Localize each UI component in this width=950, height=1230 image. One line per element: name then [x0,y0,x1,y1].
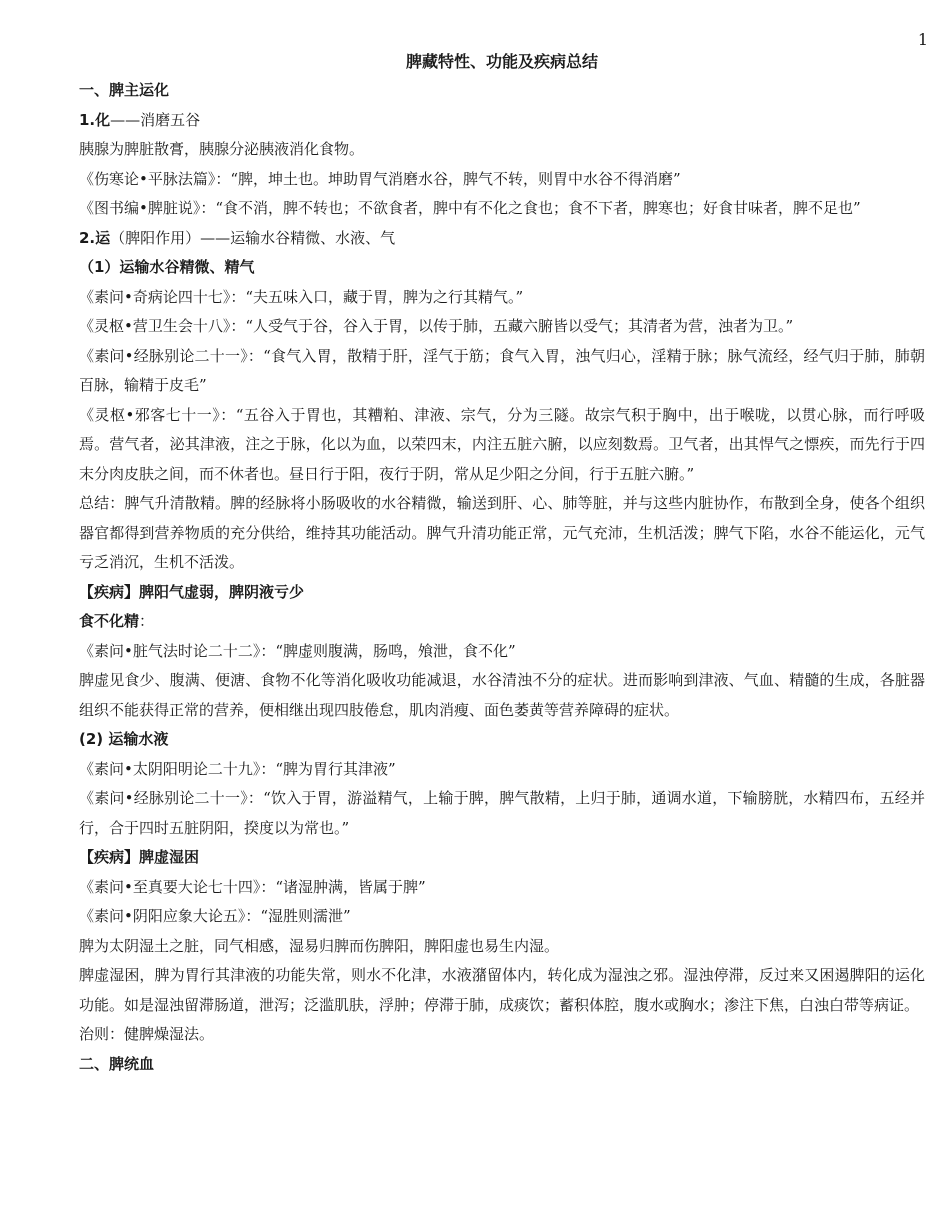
disease-subheading [79,607,925,637]
disease-heading-1: 【疾病】脾阳气虚弱，脾阴液亏少 [79,582,305,601]
quote-paragraph: 《灵枢•邪客七十一》：“五谷入于胃也，其糟粕、津液、宗气，分为三隧。故宗气积于胸中，出于喉咙，以贯心脉，而行呼吸焉。营气者，泌其津液，注之于脉，化以为血，以荣四末，内注五脏六腑，以应刻数焉。卫气者，出其悍气之慓疾，而先行于四末分肉皮肤之间，而不休者也。昼日行于阳，夜行于阴，常从足少阳之分间，行于五脏六腑。” [79,405,925,483]
paragraph: 脾为太阴湿土之脏，同气相感，湿易归脾而伤脾阳，脾阳虚也易生内湿。 [79,936,560,955]
paragraph: 脾虚湿困，脾为胃行其津液的功能失常，则水不化津，水液潴留体内，转化成为湿浊之邪。湿浊停滞，反过来又困遏脾阳的运化功能。如是湿浊留滞肠道，泄泻；泛滥肌肤，浮肿；停滞于肺，成痰饮；蓄积体腔，腹水或胸水；渗注下焦，白浊白带等病证。 [79,966,925,1014]
subsection-heading-yun [79,224,925,254]
quote-paragraph: 《素问•经脉别论二十一》：“饮入于胃，游溢精气，上输于脾，脾气散精，上归于肺，通调水道，下输膀胱，水精四布，五经并行，合于四时五脏阴阳，揆度以为常也。” [79,789,925,837]
subsection-number: 1.化 [79,110,111,129]
quote-paragraph: 《素问•脏气法时论二十二》：“脾虚则腹满，肠鸣，飧泄，食不化” [79,641,516,660]
subsection-text: ——消磨五谷 [110,110,201,129]
paragraph: 胰腺为脾脏散膏，胰腺分泌胰液消化食物。 [79,140,365,158]
sub-heading-2: (2) 运输水液 [79,730,169,748]
quote-paragraph: 《素问•经脉别论二十一》：“食气入胃，散精于肝，淫气于筋；食气入胃，浊气归心，淫精于脉；脉气流经，经气归于肺，肺朝百脉，输精于皮毛” [79,346,925,394]
quote-paragraph: 《素问•阴阳应象大论五》：“湿胜则濡泄” [79,907,351,925]
section-heading-1: 一、脾主运化 [79,81,170,99]
section-heading-2: 二、脾统血 [79,1054,155,1073]
quote-paragraph: 《图书编•脾脏说》：“食不消，脾不转也；不欲食者，脾中有不化之食也；食不下者，脾寒也；好食甘味者，脾不足也” [79,199,861,217]
document-body [79,48,925,1079]
disease-subheading-bold: 食不化精 [79,612,140,630]
quote-paragraph: 《素问•太阴阳明论二十九》：“脾为胃行其津液” [79,759,396,778]
treatment-paragraph: 治则：健脾燥湿法。 [79,1025,215,1043]
document-title: 脾藏特性、功能及疾病总结 [405,52,598,71]
disease-subheading-colon: ： [139,612,155,630]
subsection-heading-hua [79,106,925,136]
page-number: 1 [917,30,928,49]
quote-paragraph: 《素问•至真要大论七十四》：“诸湿肿满，皆属于脾” [79,877,426,896]
sub-heading-1: （1）运输水谷精微、精气 [79,258,255,276]
summary-paragraph: 总结：脾气升清散精。脾的经脉将小肠吸收的水谷精微，输送到肝、心、肺等脏，并与这些内脏协作，布散到全身，使各个组织器官都得到营养物质的充分供给，维持其功能活动。脾气升清功能正常，元气充沛，生机活泼；脾气下陷，水谷不能运化，元气亏乏消沉，生机不活泼。 [79,494,925,571]
disease-heading-2: 【疾病】脾虚湿困 [79,848,200,866]
subsection-text: （脾阳作用）——运输水谷精微、水液、气 [110,228,396,247]
quote-paragraph: 《素问•奇病论四十七》：“夫五味入口，藏于胃，脾为之行其精气。” [79,287,524,306]
quote-paragraph: 《灵枢•营卫生会十八》：“人受气于谷，谷入于胃，以传于肺，五藏六腑皆以受气；其清者为营，浊者为卫。” [79,317,794,335]
subsection-number: 2.运 [79,228,111,247]
quote-paragraph: 《伤寒论•平脉法篇》：“脾，坤土也。坤助胃气消磨水谷，脾气不转，则胃中水谷不得消磨” [79,169,681,188]
paragraph: 脾虚见食少、腹满、便溏、食物不化等消化吸收功能减退，水谷清浊不分的症状。进而影响到津液、气血、精髓的生成，各脏器组织不能获得正常的营养，便相继出现四肢倦怠，肌肉消瘦、面色萎黄等营养障碍的症状。 [79,671,925,719]
